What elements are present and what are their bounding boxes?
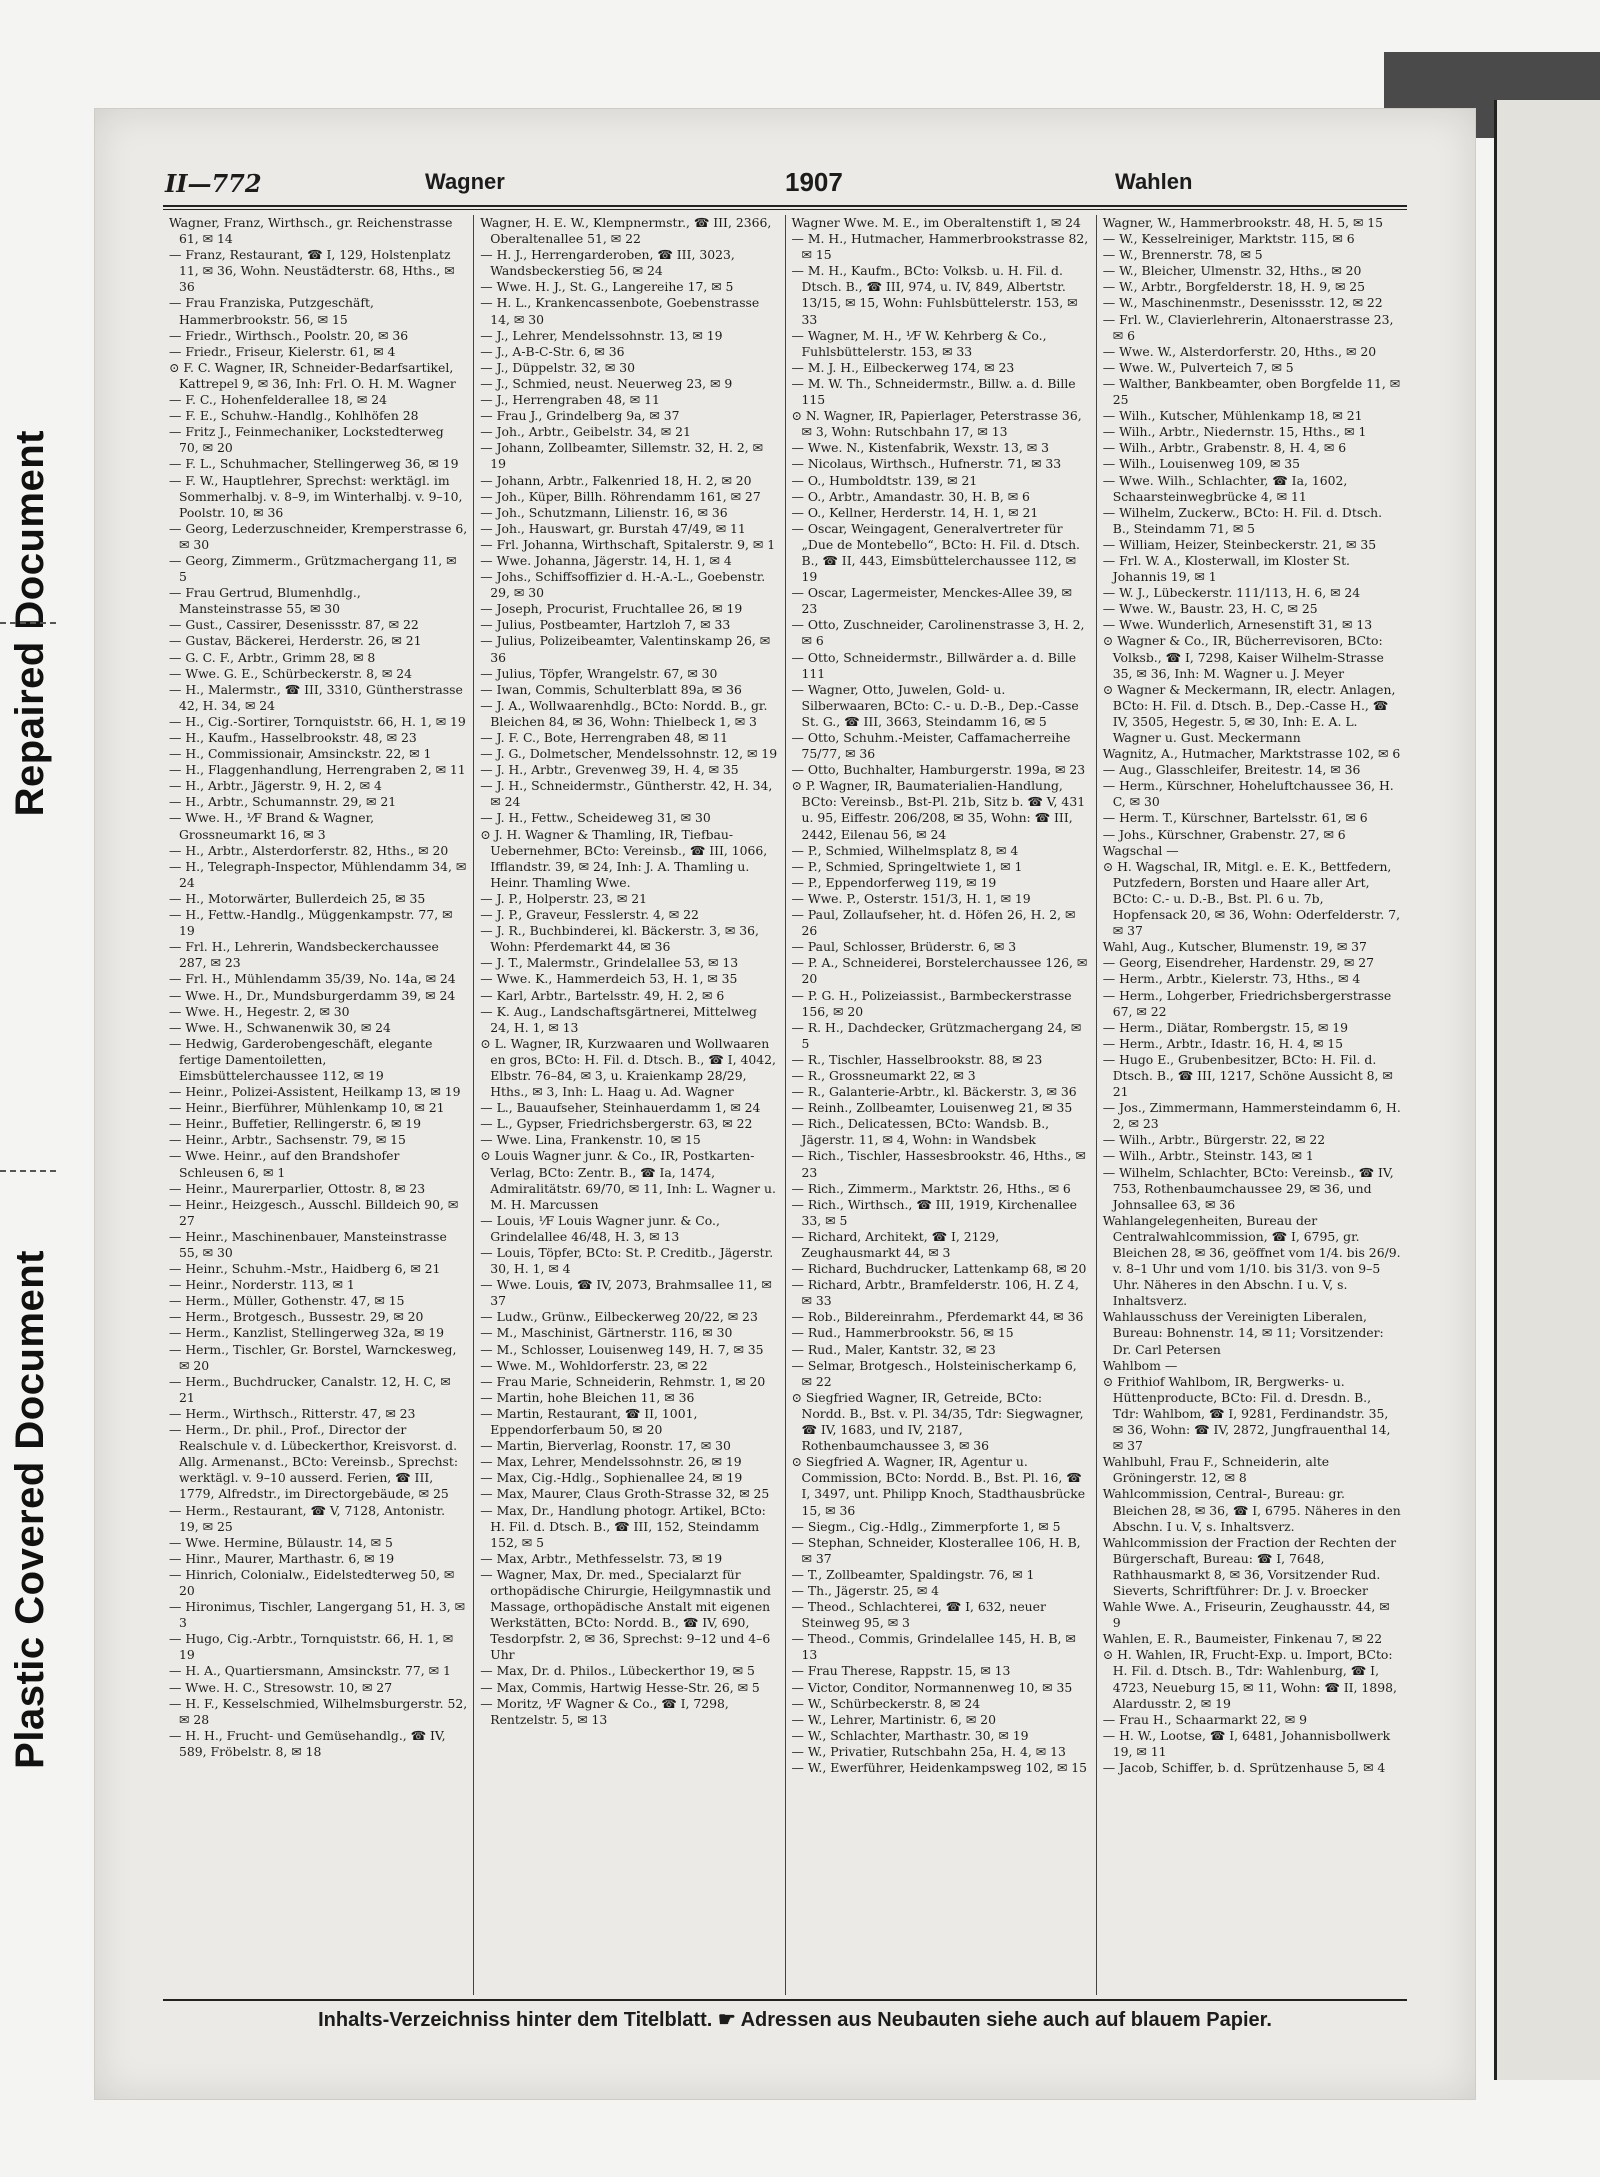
directory-entry: — Wwe. H., Hegestr. 2, ✉ 30	[169, 1003, 350, 1019]
directory-entry: — Herm., Kanzlist, Stellingerweg 32a, ✉ 19	[169, 1325, 445, 1341]
directory-entry: — Heinr., Arbtr., Sachsenstr. 79, ✉ 15	[169, 1132, 406, 1148]
directory-entry: — Wwe. Wunderlich, Arnesenstift 31, ✉ 13	[1102, 617, 1373, 633]
directory-entry: — Johs., Schiffsoffizier d. H.-A.-L., Goebenstr. 29, ✉ 30	[480, 569, 766, 601]
directory-entry: — Wwe. H., Schwanenwik 30, ✉ 24	[169, 1019, 391, 1035]
directory-entry: — Louis, ⅟F Louis Wagner junr. & Co., Grindelallee 46/48, H. 3, ✉ 13	[480, 1212, 720, 1244]
directory-entry: — Frl. H., Lehrerin, Wandsbeckerchaussee 287, ✉ 23	[169, 939, 439, 971]
directory-entry: — Hugo, Cig.-Arbtr., Tornquiststr. 66, H. 1, ✉ 19	[169, 1631, 454, 1663]
directory-entry: — J. H., Fettw., Scheideweg 31, ✉ 30	[480, 810, 711, 826]
directory-entry: — J. F. C., Bote, Herrengraben 48, ✉ 11	[480, 730, 729, 745]
directory-entry: — H. F., Kesselschmied, Wilhelmsburgerstr. 52, ✉ 28	[169, 1695, 468, 1727]
directory-entry: — J. P., Graveur, Fesslerstr. 4, ✉ 22	[480, 907, 699, 923]
header-rule	[163, 205, 1407, 207]
directory-entry: — Otto, Zuschneider, Carolinenstrasse 3, H. 2, ✉ 6	[791, 617, 1085, 649]
directory-entry: — J., Lehrer, Mendelssohnstr. 13, ✉ 19	[480, 327, 723, 343]
directory-entry: ⊙ L. Wagner, IR, Kurzwaaren und Wollwaaren en gros, BCto: H. Fil. d. Dtsch. B., ☎ I, 4042, Elbstr. 76–84, ✉ 3, u. Kraienkamp 28/29, Hths., ✉ 3, Inh: L. Haag u. Ad. Wagner	[480, 1035, 776, 1100]
directory-entry: — Moritz, ⅟F Wagner & Co., ☎ I, 7298, Rentzelstr. 5, ✉ 13	[480, 1695, 729, 1727]
directory-entry: — Joh., Schutzmann, Lilienstr. 16, ✉ 36	[480, 504, 728, 520]
directory-entry: — Wilhelm, Zuckerw., BCto: H. Fil. d. Dtsch. B., Steindamm 71, ✉ 5	[1102, 504, 1383, 536]
directory-entry: — Jacob, Schiffer, b. d. Sprützenhause 5, ✉ 4	[1102, 1760, 1386, 1775]
directory-entry: ⊙ N. Wagner, IR, Papierlager, Peterstrasse 36, ✉ 3, Wohn: Rutschbahn 17, ✉ 13	[791, 408, 1082, 440]
directory-entry: — H. A., Quartiersmann, Amsinckstr. 77, ✉ 1	[169, 1663, 451, 1679]
directory-entry: — Wilh., Kutscher, Mühlenkamp 18, ✉ 21	[1102, 408, 1363, 424]
directory-entry: — J. T., Malermstr., Grindelallee 53, ✉ 13	[480, 955, 739, 971]
directory-entry: — Joseph, Procurist, Fruchtallee 26, ✉ 19	[480, 601, 743, 617]
directory-entry: ⊙ P. Wagner, IR, Baumaterialien-Handlung, BCto: Vereinsb., Bst-Pl. 21b, Sitz b. ☎ V, 431 u. 95, Eiffestr. 206/208, ✉ 35, Wohn: ☎ III, 2442, Eilenau 56, ✉ 24	[791, 778, 1086, 842]
directory-entry: — Wwe. N., Kistenfabrik, Wexstr. 13, ✉ 3	[791, 440, 1049, 456]
header-year: 1907	[785, 167, 843, 197]
directory-entry: — Frau H., Schaarmarkt 22, ✉ 9	[1102, 1711, 1307, 1727]
directory-entry: — Iwan, Commis, Schulterblatt 89a, ✉ 36	[480, 681, 742, 697]
directory-entry: Wahlcommission der Fraction der Rechten der Bürgerschaft, Bureau: ☎ I, 7648, Rathhausmarkt 8, ✉ 36, Vorsitzender Rud. Sieverts, Schriftführer: Dr. J. v. Broecker	[1102, 1534, 1397, 1598]
directory-entry: — Wwe. Johanna, Jägerstr. 14, H. 1, ✉ 4	[480, 552, 732, 568]
directory-entry: — H., Arbtr., Schumannstr. 29, ✉ 21	[169, 794, 397, 810]
directory-entry: — O., Arbtr., Amandastr. 30, H. B, ✉ 6	[791, 488, 1030, 504]
directory-entry: — W., Maschinenmstr., Desenissstr. 12, ✉ 22	[1102, 295, 1383, 311]
directory-entry: — William, Heizer, Steinbeckerstr. 21, ✉ 35	[1102, 536, 1377, 552]
directory-entry: — Wilh., Arbtr., Steinstr. 143, ✉ 1	[1102, 1148, 1314, 1164]
directory-entry: — Karl, Arbtr., Bartelsstr. 49, H. 2, ✉ 6	[480, 987, 725, 1003]
directory-entry: — G. C. F., Arbtr., Grimm 28, ✉ 8	[169, 649, 376, 665]
directory-entry: — Heinr., Polizei-Assistent, Heilkamp 13, ✉ 19	[169, 1084, 461, 1100]
directory-entry: — W. J., Lübeckerstr. 111/113, H. 6, ✉ 24	[1102, 585, 1361, 601]
directory-entry: — Wwe. H. C., Stresowstr. 10, ✉ 27	[169, 1679, 393, 1695]
directory-entry: — Rich., Delicatessen, BCto: Wandsb. B., Jägerstr. 11, ✉ 4, Wohn: in Wandsbek	[791, 1116, 1050, 1148]
directory-entry: — Herm., Müller, Gothenstr. 47, ✉ 15	[169, 1293, 405, 1309]
directory-entry: — R., Grossneumarkt 22, ✉ 3	[791, 1067, 976, 1083]
directory-entry: — Hugo E., Grubenbesitzer, BCto: H. Fil. d. Dtsch. B., ☎ III, 1217, Schöne Aussicht 8, ✉ 21	[1102, 1051, 1393, 1100]
directory-entry: — Rud., Maler, Kantstr. 32, ✉ 23	[791, 1341, 996, 1357]
directory-entry: Wahl, Aug., Kutscher, Blumenstr. 19, ✉ 37	[1102, 939, 1367, 955]
directory-entry: — H., Malermstr., ☎ III, 3310, Güntherstrasse 42, H. 34, ✉ 24	[169, 681, 463, 713]
directory-entry: — Heinr., Maschinenbauer, Mansteinstrasse 55, ✉ 30	[169, 1228, 447, 1260]
directory-entry: — Max, Dr., Handlung photogr. Artikel, BCto: H. Fil. d. Dtsch. B., ☎ III, 152, Steindamm 152, ✉ 5	[480, 1502, 766, 1550]
directory-entry: — Hedwig, Garderobengeschäft, elegante fertige Damentoiletten, Eimsbüttelerchaussee 112, ✉ 19	[169, 1035, 433, 1083]
directory-entry: — Herm., Buchdrucker, Canalstr. 12, H. C, ✉ 21	[169, 1373, 451, 1405]
directory-entry: — Wilh., Arbtr., Niedernstr. 15, Hths., ✉ 1	[1102, 424, 1367, 440]
directory-entry: — Richard, Buchdrucker, Lattenkamp 68, ✉ 20	[791, 1261, 1087, 1277]
directory-entry: — J., Herrengraben 48, ✉ 11	[480, 392, 660, 408]
directory-entry: — Heinr., Buffetier, Rellingerstr. 6, ✉ 19	[169, 1116, 422, 1132]
directory-entry: — Julius, Postbeamter, Hartzloh 7, ✉ 33	[480, 617, 731, 633]
directory-entry: — Wagner, Max, Dr. med., Specialarzt für orthopädische Chirurgie, Heilgymnastik und Massage, orthopädische Anstalt mit eigenen Werkstätten, BCto: Nordd. B., ☎ IV, 690, Tesdorpfstr. 2, ✉ 36, Sprechst: 9–12 und 4–6 Uhr	[480, 1566, 771, 1663]
label-separator-bottom	[0, 1170, 56, 1172]
directory-entry: Wagschal —	[1102, 842, 1179, 858]
directory-entry: — P. A., Schneiderei, Borstelerchaussee 126, ✉ 20	[791, 955, 1088, 987]
directory-entry: — J. P., Holperstr. 23, ✉ 21	[480, 890, 648, 906]
directory-entry: — Wwe. Heinr., auf den Brandshofer Schleusen 6, ✉ 1	[169, 1148, 400, 1180]
directory-entry: Wagner Wwe. M. E., im Oberaltenstift 1, ✉ 24	[791, 215, 1081, 230]
directory-entry: — Martin, hohe Bleichen 11, ✉ 36	[480, 1389, 695, 1405]
directory-entry: ⊙ Siegfried A. Wagner, IR, Agentur u. Commission, BCto: Nordd. B., Bst. Pl. 16, ☎ I, 3497, unt. Philipp Knoch, Stadthausbrücke 15, ✉ 36	[791, 1454, 1086, 1518]
directory-entry: — P., Schmied, Springeltwiete 1, ✉ 1	[791, 858, 1023, 874]
directory-entry: — Wwe. W., Alsterdorferstr. 20, Hths., ✉ 20	[1102, 343, 1377, 359]
directory-column-1	[163, 215, 474, 1995]
directory-entry: — M. H., Hutmacher, Hammerbrookstrasse 82, ✉ 15	[791, 231, 1089, 263]
directory-entry: — Wagner, Otto, Juwelen, Gold- u. Silberwaaren, BCto: C.- u. D.-B., Dep.-Casse St. G., ☎ III, 3663, Steindamm 16, ✉ 5	[791, 681, 1079, 729]
directory-entry: — Wwe. H., ⅟F Brand & Wagner, Grossneumarkt 16, ✉ 3	[169, 810, 375, 842]
directory-entry: — Frau J., Grindelberg 9a, ✉ 37	[480, 408, 680, 424]
directory-entry: — Wwe. W., Baustr. 23, H. C, ✉ 25	[1102, 601, 1318, 617]
directory-entry: — Rud., Hammerbrookstr. 56, ✉ 15	[791, 1325, 1014, 1341]
directory-entry: — Richard, Arbtr., Bramfelderstr. 106, H. Z 4, ✉ 33	[791, 1277, 1079, 1309]
directory-entry: — Rich., Zimmerm., Marktstr. 26, Hths., ✉ 6	[791, 1180, 1071, 1196]
plastic-covered-document-label: Plastic Covered Document	[8, 1250, 52, 1769]
page-header	[165, 169, 1405, 203]
directory-entry: ⊙ H. Wagschal, IR, Mitgl. e. E. K., Bettfedern, Putzfedern, Borsten und Haare aller Art, BCto: C.- u. D.-B., Bst. Pl. 6 u. 7b, Hopfensack 20, ✉ 36, Wohn: Oderfelderstr. 7, ✉ 37	[1102, 858, 1401, 939]
directory-entry: — Selmar, Brotgesch., Holsteinischerkamp 6, ✉ 22	[791, 1357, 1077, 1389]
directory-entry: — Frl. Johanna, Wirthschaft, Spitalerstr. 9, ✉ 1	[480, 536, 776, 552]
directory-entry: — Oscar, Weingagent, Generalvertreter für „Due de Montebello“, BCto: H. Fil. d. Dtsch. B., ☎ II, 443, Eimsbüttelerchaussee 112, ✉ 19	[791, 520, 1080, 585]
directory-entry: Wahlbom —	[1102, 1357, 1178, 1373]
directory-entry: — O., Kellner, Herderstr. 14, H. 1, ✉ 21	[791, 504, 1039, 520]
directory-entry: — H. J., Herrengarderoben, ☎ III, 3023, Wandsbeckerstieg 56, ✉ 24	[480, 247, 735, 279]
directory-entry: — W., Schürbeckerstr. 8, ✉ 24	[791, 1695, 981, 1711]
directory-column-3	[786, 215, 1097, 1995]
directory-entry: — P., Schmied, Wilhelmsplatz 8, ✉ 4	[791, 842, 1019, 858]
directory-entry: — Franz, Restaurant, ☎ I, 129, Holstenplatz 11, ✉ 36, Wohn. Neustädterstr. 68, Hths., ✉ 36	[169, 247, 455, 295]
directory-entry: — W., Brennerstr. 78, ✉ 5	[1102, 247, 1263, 263]
directory-entry: — Siegm., Cig.-Hdlg., Zimmerpforte 1, ✉ 5	[791, 1518, 1061, 1534]
directory-entry: — Georg, Zimmerm., Grützmachergang 11, ✉ 5	[169, 552, 457, 585]
directory-entry: ⊙ F. C. Wagner, IR, Schneider-Bedarfsartikel, Kattrepel 9, ✉ 36, Inh: Frl. O. H. M. Wagner	[169, 359, 456, 391]
label-separator-top	[0, 622, 56, 624]
directory-entry: — Otto, Schneidermstr., Billwärder a. d. Bille 111	[791, 649, 1077, 681]
directory-entry: — Hironimus, Tischler, Langergang 51, H. 3, ✉ 3	[169, 1599, 466, 1631]
directory-entry: — M. H., Kaufm., BCto: Volksb. u. H. Fil. d. Dtsch. B., ☎ III, 974, u. IV, 849, Albertstr. 13/15, ✉ 15, Wohn: Fuhlsbüttelerstr. 153, ✉ 33	[791, 263, 1078, 327]
directory-entry: — P., Eppendorferweg 119, ✉ 19	[791, 874, 997, 890]
directory-entry: — Paul, Zollaufseher, ht. d. Höfen 26, H. 2, ✉ 26	[791, 907, 1076, 939]
directory-column-4	[1097, 215, 1407, 1995]
directory-entry: — Herm., Kürschner, Hoheluftchaussee 36, H. C, ✉ 30	[1102, 778, 1394, 810]
directory-entry: — Herm., Arbtr., Idastr. 16, H. 4, ✉ 15	[1102, 1035, 1344, 1051]
header-rule-thin	[163, 209, 1407, 210]
directory-entry: — H., Cig.-Sortirer, Tornquiststr. 66, H. 1, ✉ 19	[169, 713, 466, 729]
directory-entry: — R. H., Dachdecker, Grützmachergang 24, ✉ 5	[791, 1019, 1082, 1051]
directory-entry: — Gustav, Bäckerei, Herderstr. 26, ✉ 21	[169, 633, 422, 649]
directory-entry: — Wwe. Lina, Frankenstr. 10, ✉ 15	[480, 1132, 701, 1148]
directory-entry: — H., Arbtr., Alsterdorferstr. 82, Hths., ✉ 20	[169, 842, 449, 858]
directory-entry: — H., Arbtr., Jägerstr. 9, H. 2, ✉ 4	[169, 778, 382, 794]
directory-entry: — R., Galanterie-Arbtr., kl. Bäckerstr. 3, ✉ 36	[791, 1084, 1077, 1100]
directory-entry: — Martin, Bierverlag, Roonstr. 17, ✉ 30	[480, 1438, 731, 1454]
directory-entry: — J. H., Schneidermstr., Güntherstr. 42, H. 34, ✉ 24	[480, 778, 773, 810]
directory-entry: Wahle Wwe. A., Friseurin, Zeughausstr. 44, ✉ 9	[1102, 1599, 1390, 1631]
directory-entry: — Wilh., Louisenweg 109, ✉ 35	[1102, 456, 1301, 472]
directory-entry: Wagner, H. E. W., Klempnermstr., ☎ III, 2366, Oberaltenallee 51, ✉ 22	[480, 215, 772, 247]
directory-entry: ⊙ Frithiof Wahlbom, IR, Bergwerks- u. Hüttenproducte, BCto: Fil. d. Dresdn. B., Tdr: Wahlbom, ☎ I, 9281, Ferdinandstr. 35, ✉ 36, Wohn: ☎ IV, 2872, Jungfrauenthal 14, ✉ 37	[1102, 1373, 1391, 1454]
directory-entry: — Joh., Hauswart, gr. Burstah 47/49, ✉ 11	[480, 520, 746, 536]
directory-entry: — J. G., Dolmetscher, Mendelssohnstr. 12, ✉ 19	[480, 746, 778, 762]
directory-entry: — Herm., Diätar, Rombergstr. 15, ✉ 19	[1102, 1019, 1348, 1035]
directory-entry: — Fritz J., Feinmechaniker, Lockstedterweg 70, ✉ 20	[169, 424, 444, 456]
directory-entry: — Georg, Lederzuschneider, Kremperstrasse 6, ✉ 30	[169, 520, 468, 552]
directory-entry: Wagner, Franz, Wirthsch., gr. Reichenstrasse 61, ✉ 14	[169, 215, 453, 247]
directory-entry: — Wwe. H. J., St. G., Langereihe 17, ✉ 5	[480, 279, 734, 295]
directory-entry: — Friedr., Wirthsch., Poolstr. 20, ✉ 36	[169, 327, 409, 343]
directory-entry: — Frl. H., Mühlendamm 35/39, No. 14a, ✉ 24	[169, 971, 456, 987]
directory-entry: — Max, Dr. d. Philos., Lübeckerthor 19, ✉ 5	[480, 1663, 755, 1679]
directory-entry: — Wwe. K., Hammerdeich 53, H. 1, ✉ 35	[480, 971, 738, 987]
directory-entry: — L., Gypser, Friedrichsbergerstr. 63, ✉ 22	[480, 1116, 753, 1132]
directory-entry: Wagner, W., Hammerbrookstr. 48, H. 5, ✉ 15	[1102, 215, 1384, 230]
directory-entry: ⊙ H. Wahlen, IR, Frucht-Exp. u. Import, BCto: H. Fil. d. Dtsch. B., Tdr: Wahlenburg, ☎ I, 4723, Neueburg 15, ✉ 11, Wohn: ☎ II, 1898, Alardusstr. 2, ✉ 19	[1102, 1647, 1397, 1711]
directory-entry: — J. R., Buchbinderei, kl. Bäckerstr. 3, ✉ 36, Wohn: Pferdemarkt 44, ✉ 36	[480, 923, 759, 955]
directory-entry: — J. A., Wollwaarenhdlg., BCto: Nordd. B., gr. Bleichen 84, ✉ 36, Wohn: Thielbeck 1, ✉ 3	[480, 697, 768, 729]
header-keyword-right: Wahlen	[1115, 169, 1193, 194]
directory-entry: — Max, Arbtr., Methfesselstr. 73, ✉ 19	[480, 1550, 723, 1566]
directory-entry: ⊙ Siegfried Wagner, IR, Getreide, BCto: Nordd. B., Bst. v. Pl. 34/35, Tdr: Siegwagner, ☎ IV, 1683, und IV, 2187, Rothenbaumchaussee 3, ✉ 36	[791, 1389, 1084, 1454]
directory-entry: — Heinr., Schuhm.-Mstr., Haidberg 6, ✉ 21	[169, 1261, 441, 1277]
directory-entry: — Nicolaus, Wirthsch., Hufnerstr. 71, ✉ 33	[791, 456, 1062, 472]
directory-entry: — H., Kaufm., Hasselbrookstr. 48, ✉ 23	[169, 730, 417, 745]
header-keyword-left: Wagner	[425, 169, 505, 194]
directory-entry: — H. W., Lootse, ☎ I, 6481, Johannisbollwerk 19, ✉ 11	[1102, 1727, 1391, 1759]
directory-entry: — Wwe. W., Pulverteich 7, ✉ 5	[1102, 359, 1294, 375]
directory-entry: — M. W. Th., Schneidermstr., Billw. a. d. Bille 115	[791, 375, 1076, 408]
directory-entry: — Paul, Schlosser, Brüderstr. 6, ✉ 3	[791, 939, 1017, 955]
directory-entry: — Max, Maurer, Claus Groth-Strasse 32, ✉ 25	[480, 1486, 770, 1502]
directory-entry: — H., Telegraph-Inspector, Mühlendamm 34, ✉ 24	[169, 858, 467, 890]
directory-entry: ⊙ Wagner & Co., IR, Bücherrevisoren, BCto: Volksb., ☎ I, 7298, Kaiser Wilhelm-Strasse 35, ✉ 36, Inh: M. Wagner u. J. Meyer	[1102, 633, 1384, 681]
directory-entry: — Max, Commis, Hartwig Hesse-Str. 26, ✉ 5	[480, 1679, 760, 1695]
directory-entry: ⊙ Wagner & Meckermann, IR, electr. Anlagen, BCto: H. Fil. d. Dtsch. B., Dep.-Casse H., ☎ IV, 3505, Hegestr. 5, ✉ 30, Inh: E. A. L. Wagner u. Gust. Meckermann	[1102, 681, 1396, 745]
directory-entry: — W., Privatier, Rutschbahn 25a, H. 4, ✉ 13	[791, 1743, 1066, 1759]
directory-entry: — Wwe. G. E., Schürbeckerstr. 8, ✉ 24	[169, 665, 412, 681]
directory-entry: — W., Lehrer, Martinistr. 6, ✉ 20	[791, 1711, 996, 1727]
directory-entry: — Wwe. Louis, ☎ IV, 2073, Brahmsallee 11, ✉ 37	[480, 1277, 772, 1309]
directory-entry: Wahlausschuss der Vereinigten Liberalen, Bureau: Bohnenstr. 14, ✉ 11; Vorsitzender: Dr. Carl Petersen	[1102, 1309, 1384, 1357]
directory-entry: — F. W., Hauptlehrer, Sprechst: werktägl. im Sommerhalbj. v. 8–9, im Winterhalbj. v. 9–10, Poolstr. 10, ✉ 36	[169, 472, 463, 520]
directory-entry: — Frau Marie, Schneiderin, Rehmstr. 1, ✉ 20	[480, 1373, 766, 1389]
directory-entry: — H., Motorwärter, Bullerdeich 25, ✉ 35	[169, 890, 426, 906]
directory-entry: — Julius, Polizeibeamter, Valentinskamp 26, ✉ 36	[480, 633, 771, 665]
directory-entry: — Herm., Arbtr., Kielerstr. 73, Hths., ✉ 4	[1102, 971, 1361, 987]
directory-entry: — Georg, Eisendreher, Hardenstr. 29, ✉ 27	[1102, 955, 1374, 971]
directory-column-2	[474, 215, 785, 1995]
directory-entry: — Aug., Glasschleifer, Breitestr. 14, ✉ 36	[1102, 762, 1361, 778]
directory-entry: — M. J. H., Eilbeckerweg 174, ✉ 23	[791, 359, 1015, 375]
directory-entry: — H. L., Krankencassenbote, Goebenstrasse 14, ✉ 30	[480, 295, 760, 327]
directory-entry: — H. H., Frucht- und Gemüsehandlg., ☎ IV, 589, Fröbelstr. 8, ✉ 18	[169, 1727, 446, 1759]
directory-entry: — J., Schmied, neust. Neuerweg 23, ✉ 9	[480, 375, 733, 391]
directory-entry: — H., Commissionair, Amsinckstr. 22, ✉ 1	[169, 746, 432, 762]
directory-entry: — Frl. W., Clavierlehrerin, Altonaerstrasse 23, ✉ 6	[1102, 311, 1394, 343]
directory-entry: — Hinr., Maurer, Marthastr. 6, ✉ 19	[169, 1550, 395, 1566]
directory-entry: ⊙ Louis Wagner junr. & Co., IR, Postkarten-Verlag, BCto: Zentr. B., ☎ Ia, 1474, Admiralitätstr. 69/70, ✉ 11, Inh: L. Wagner u. M. H. Marcussen	[480, 1148, 776, 1212]
footer-rule	[163, 1999, 1407, 2001]
directory-entry: — Oscar, Lagermeister, Menckes-Allee 39, ✉ 23	[791, 585, 1072, 617]
directory-entry: — Wwe. Hermine, Bülaustr. 14, ✉ 5	[169, 1534, 393, 1550]
directory-entry: — Max, Cig.-Hdlg., Sophienallee 24, ✉ 19	[480, 1470, 743, 1486]
directory-entry: — W., Kesselreiniger, Marktstr. 115, ✉ 6	[1102, 231, 1355, 247]
directory-entry: — W., Schlachter, Marthastr. 30, ✉ 19	[791, 1727, 1029, 1743]
directory-entry: — Joh., Küper, Billh. Röhrendamm 161, ✉ 27	[480, 488, 761, 504]
directory-entry: — Stephan, Schneider, Klosterallee 106, H. B, ✉ 37	[791, 1534, 1081, 1566]
directory-entry: — Herm., Tischler, Gr. Borstel, Warnckesweg, ✉ 20	[169, 1341, 457, 1373]
directory-entry: Wagnitz, A., Hutmacher, Marktstrasse 102, ✉ 6	[1102, 746, 1401, 762]
directory-entry: — W., Arbtr., Borgfelderstr. 18, H. 9, ✉ 25	[1102, 279, 1366, 295]
directory-entry: ⊙ J. H. Wagner & Thamling, IR, Tiefbau-Uebernehmer, BCto: Vereinsb., ☎ III, 1066, Ifflandstr. 39, ✉ 24, Inh: J. A. Thamling u. Heinr. Thamling Wwe.	[480, 826, 768, 890]
directory-entry: — Gust., Cassirer, Desenissstr. 87, ✉ 22	[169, 617, 419, 633]
directory-entry: — Otto, Schuhm.-Meister, Caffamacherreihe 75/77, ✉ 36	[791, 730, 1071, 762]
directory-entry: — Herm., Brotgesch., Bussestr. 29, ✉ 20	[169, 1309, 424, 1325]
directory-entry: — H., Flaggenhandlung, Herrengraben 2, ✉ 11	[169, 762, 466, 778]
directory-entry: — Rich., Tischler, Hassesbrookstr. 46, Hths., ✉ 23	[791, 1148, 1086, 1180]
directory-entry: — Frau Franziska, Putzgeschäft, Hammerbrookstr. 56, ✉ 15	[169, 295, 374, 327]
directory-entry: — F. E., Schuhw.-Handlg., Kohlhöfen 28	[169, 408, 419, 424]
directory-entry: — T., Zollbeamter, Spaldingstr. 76, ✉ 1	[791, 1566, 1035, 1582]
directory-entry: — Heinr., Maurerparlier, Ottostr. 8, ✉ 23	[169, 1180, 426, 1196]
directory-entry: — Wilh., Arbtr., Grabenstr. 8, H. 4, ✉ 6	[1102, 440, 1347, 456]
directory-entry: — Wwe. P., Osterstr. 151/3, H. 1, ✉ 19	[791, 890, 1031, 906]
adjacent-page-edge	[1494, 100, 1600, 2080]
directory-entry: — W., Ewerführer, Heidenkampsweg 102, ✉ 15	[791, 1760, 1088, 1775]
directory-entry: — Rob., Bildereinrahm., Pferdemarkt 44, ✉ 36	[791, 1309, 1084, 1325]
directory-entry: — Wilh., Arbtr., Bürgerstr. 22, ✉ 22	[1102, 1132, 1326, 1148]
repaired-document-label: Repaired Document	[8, 430, 52, 817]
directory-entry: — Wwe. M., Wohldorferstr. 23, ✉ 22	[480, 1357, 708, 1373]
directory-page	[94, 108, 1476, 2100]
directory-entry: — J., Düppelstr. 32, ✉ 30	[480, 359, 635, 375]
directory-entry: — Friedr., Friseur, Kielerstr. 61, ✉ 4	[169, 343, 396, 359]
directory-columns	[163, 215, 1407, 1995]
directory-entry: — O., Humboldtstr. 139, ✉ 21	[791, 472, 978, 488]
directory-entry: — Johann, Zollbeamter, Sillemstr. 32, H. 2, ✉ 19	[480, 440, 764, 472]
directory-entry: — Ludw., Grünw., Eilbeckerweg 20/22, ✉ 23	[480, 1309, 758, 1325]
directory-entry: — L., Bauaufseher, Steinhauerdamm 1, ✉ 24	[480, 1100, 761, 1116]
directory-entry: — Herm., Lohgerber, Friedrichsbergerstrasse 67, ✉ 22	[1102, 987, 1392, 1019]
directory-entry: — F. C., Hohenfelderallee 18, ✉ 24	[169, 392, 388, 408]
directory-entry: — J. H., Arbtr., Grevenweg 39, H. 4, ✉ 35	[480, 762, 739, 778]
directory-entry: — Louis, Töpfer, BCto: St. P. Creditb., Jägerstr. 30, H. 1, ✉ 4	[480, 1245, 774, 1277]
directory-entry: — Johann, Arbtr., Falkenried 18, H. 2, ✉ 20	[480, 472, 752, 488]
directory-entry: Wahlen, E. R., Baumeister, Finkenau 7, ✉ 22	[1102, 1631, 1383, 1647]
directory-entry: — Heinr., Bierführer, Mühlenkamp 10, ✉ 21	[169, 1100, 445, 1116]
directory-entry: — Jos., Zimmermann, Hammersteindamm 6, H. 2, ✉ 23	[1102, 1100, 1401, 1132]
directory-entry: Wahlbuhl, Frau F., Schneiderin, alte Gröningerstr. 12, ✉ 8	[1102, 1454, 1330, 1486]
directory-entry: — Reinh., Zollbeamter, Louisenweg 21, ✉ 35	[791, 1100, 1073, 1116]
directory-entry: — Herm., Restaurant, ☎ V, 7128, Antonistr. 19, ✉ 25	[169, 1502, 446, 1534]
directory-entry: — M., Schlosser, Louisenweg 149, H. 7, ✉ 35	[480, 1341, 764, 1357]
directory-entry: — Herm., Dr. phil., Prof., Director der Realschule v. d. Lübeckerthor, Kreisvorst. d. Allg. Armenanst., BCto: Vereinsb., Sprechst: werktägl. v. 9–10 ausserd. Ferien, ☎ III, 1779, Alfredstr., im Directorgebäude, ✉ 25	[169, 1422, 459, 1502]
directory-entry: — Heinr., Heizgesch., Ausschl. Billdeich 90, ✉ 27	[169, 1196, 459, 1228]
directory-entry: Wahlcommission, Central-, Bureau: gr. Bleichen 28, ✉ 36, ☎ I, 6795. Näheres in den Abschn. I u. V, s. Inhaltsverz.	[1102, 1486, 1401, 1534]
directory-entry: — R., Tischler, Hasselbrookstr. 88, ✉ 23	[791, 1051, 1043, 1067]
directory-entry: — Wagner, M. H., ⅟F W. Kehrberg & Co., Fuhlsbüttelerstr. 153, ✉ 33	[791, 327, 1047, 359]
directory-entry: — Theod., Schlachterei, ☎ I, 632, neuer Steinweg 95, ✉ 3	[791, 1599, 1046, 1631]
directory-entry: — Rich., Wirthsch., ☎ III, 1919, Kirchenallee 33, ✉ 5	[791, 1196, 1078, 1228]
directory-entry: Wahlangelegenheiten, Bureau der Centralwahlcommission, ☎ I, 6795, gr. Bleichen 28, ✉ 36, geöffnet vom 1/4. bis 26/9. v. 8–1 Uhr und vom 1/10. bis 31/3. von 9–5 Uhr. Näheres in den Abschn. I u. V, s. Inhaltsverz.	[1102, 1212, 1401, 1309]
directory-entry: — Victor, Conditor, Normannenweg 10, ✉ 35	[791, 1679, 1073, 1695]
directory-entry: — Frau Gertrud, Blumenhdlg., Mansteinstrasse 55, ✉ 30	[169, 585, 361, 617]
directory-entry: — Max, Lehrer, Mendelssohnstr. 26, ✉ 19	[480, 1454, 742, 1470]
directory-entry: — Julius, Töpfer, Wrangelstr. 67, ✉ 30	[480, 665, 718, 681]
directory-entry: — Heinr., Norderstr. 113, ✉ 1	[169, 1277, 355, 1293]
directory-entry: — Frau Therese, Rappstr. 15, ✉ 13	[791, 1663, 1011, 1679]
directory-entry: — F. L., Schuhmacher, Stellingerweg 36, ✉ 19	[169, 456, 459, 472]
directory-entry: — Frl. W. A., Klosterwall, im Kloster St. Johannis 19, ✉ 1	[1102, 552, 1350, 585]
directory-entry: — Johs., Kürschner, Grabenstr. 27, ✉ 6	[1102, 826, 1346, 842]
directory-entry: — Richard, Architekt, ☎ I, 2129, Zeughausmarkt 44, ✉ 3	[791, 1228, 1000, 1260]
directory-entry: — J., A-B-C-Str. 6, ✉ 36	[480, 343, 625, 359]
directory-entry: — Otto, Buchhalter, Hamburgerstr. 199a, ✉ 23	[791, 762, 1086, 778]
footer-notice: Inhalts-Verzeichniss hinter dem Titelblatt. ☛ Adressen aus Neubauten siehe auch auf blauem Papier.	[318, 2009, 1272, 2031]
directory-entry: — M., Maschinist, Gärtnerstr. 116, ✉ 30	[480, 1325, 733, 1341]
directory-entry: — K. Aug., Landschaftsgärtnerei, Mittelweg 24, H. 1, ✉ 13	[480, 1003, 757, 1035]
directory-entry: — H., Fettw.-Handlg., Müggenkampstr. 77, ✉ 19	[169, 907, 453, 939]
page-number: II—772	[165, 169, 262, 198]
directory-entry: — Wilhelm, Schlachter, BCto: Vereinsb., ☎ IV, 753, Rothenbaumchaussee 29, ✉ 36, und Johnsallee 63, ✉ 36	[1102, 1164, 1394, 1212]
directory-entry: — Joh., Arbtr., Geibelstr. 34, ✉ 21	[480, 424, 691, 440]
directory-entry: — Martin, Restaurant, ☎ II, 1001, Eppendorferbaum 50, ✉ 20	[480, 1405, 698, 1438]
directory-entry: — Walther, Bankbeamter, oben Borgfelde 11, ✉ 25	[1102, 375, 1401, 408]
directory-entry: — W., Bleicher, Ulmenstr. 32, Hths., ✉ 20	[1102, 263, 1362, 279]
directory-entry: — Wwe. Wilh., Schlachter, ☎ Ia, 1602, Schaarsteinwegbrücke 4, ✉ 11	[1102, 472, 1348, 504]
directory-entry: — Th., Jägerstr. 25, ✉ 4	[791, 1582, 940, 1598]
directory-entry: — Herm. T., Kürschner, Bartelsstr. 61, ✉ 6	[1102, 810, 1368, 826]
directory-entry: — P. G. H., Polizeiassist., Barmbeckerstrasse 156, ✉ 20	[791, 987, 1072, 1019]
directory-entry: — Herm., Wirthsch., Ritterstr. 47, ✉ 23	[169, 1405, 416, 1421]
directory-entry: — Hinrich, Colonialw., Eidelstedterweg 50, ✉ 20	[169, 1566, 455, 1598]
directory-entry: — Wwe. H., Dr., Mundsburgerdamm 39, ✉ 24	[169, 987, 456, 1003]
directory-entry: — Theod., Commis, Grindelallee 145, H. B, ✉ 13	[791, 1631, 1076, 1663]
